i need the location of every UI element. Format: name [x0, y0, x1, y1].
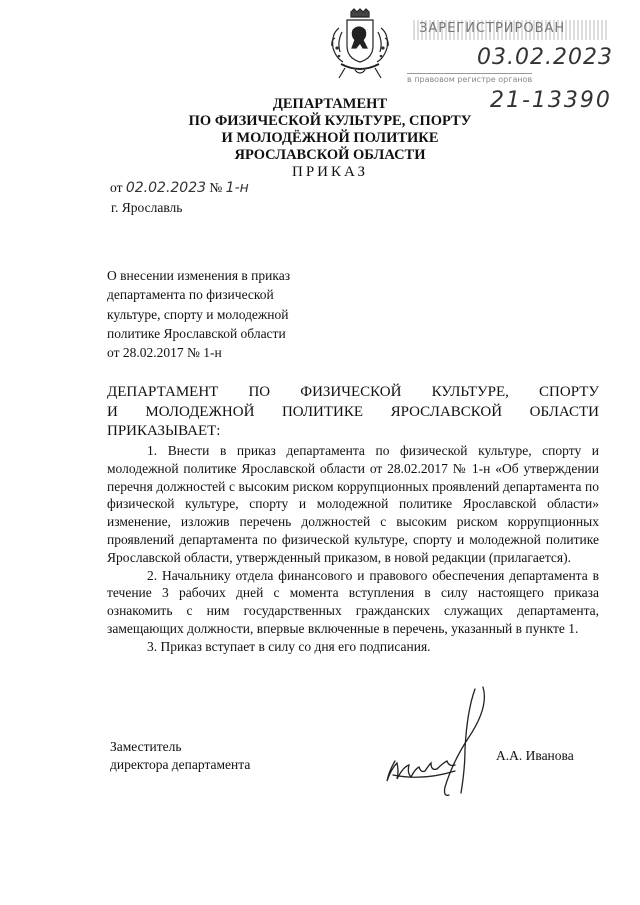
department-heading [150, 96, 510, 164]
heading-line-1: ДЕПАРТАМЕНТ [272, 96, 388, 112]
order-item-1: 1. Внести в приказ департамента по физической культуре, спорту и молодежной политике Ярославской области от 28.02.2017 № 1-н «Об утверждении перечня должностей с высоким риском коррупционных проявлений департамента по физической культуре, спорту и молодежной политике Ярославской области» изменение, изложив перечень должностей с высоким риском коррупционных проявлений департамента по физической культуре, спорту и молодежной политике Ярославской области, утвержденный приказом, в новой редакции (прилагается). [107, 443, 599, 565]
subject-line: культуре, спорту и молодежной [107, 306, 289, 322]
subject-line: политике Ярославской области [107, 325, 286, 341]
stamp-caption: в правовом регистре органов [407, 75, 533, 84]
subject-line: департамента по физической [107, 287, 274, 303]
order-subject [107, 266, 337, 362]
order-number: 1-н [225, 180, 249, 196]
preamble-line-1: ДЕПАРТАМЕНТ ПО ФИЗИЧЕСКОЙ КУЛЬТУРЕ, СПОРТУ [107, 384, 599, 400]
signatory-name: А.А. Иванова [496, 748, 574, 763]
from-label: от [110, 180, 123, 195]
order-preamble [107, 383, 599, 442]
heading-line-2: ПО ФИЗИЧЕСКОЙ КУЛЬТУРЕ, СПОРТУ [188, 113, 472, 129]
subject-line: от 28.02.2017 № 1-н [107, 345, 222, 361]
city: г. Ярославль [111, 200, 183, 215]
signatory-position [110, 738, 250, 773]
order-item-3: 3. Приказ вступает в силу со дня его подписания. [147, 638, 431, 654]
preamble-line-2: И МОЛОДЕЖНОЙ ПОЛИТИКЕ ЯРОСЛАВСКОЙ ОБЛАСТИ [107, 403, 599, 420]
position-line-1: Заместитель [110, 739, 182, 754]
document-type: ПРИКАЗ [292, 164, 368, 180]
order-item-2: 2. Начальнику отдела финансового и правового обеспечения департамента в течение 3 рабочих дней с момента вступления в силу настоящего приказа ознакомить с ним государственных гражданских служащих департамента, замещающих должности, впервые включенные в перечень, указанный в пункте 1. [107, 567, 599, 636]
date-number-line [110, 180, 249, 196]
heading-line-3: И МОЛОДЁЖНОЙ ПОЛИТИКЕ [221, 130, 439, 146]
subject-line: О внесении изменения в приказ [107, 268, 291, 283]
preamble-line-3: ПРИКАЗЫВАЕТ: [107, 423, 221, 439]
order-body [107, 442, 599, 656]
stamp-title: ЗАРЕГИСТРИРОВАН [419, 21, 566, 36]
stamp-number: 21-13390 [490, 88, 612, 113]
handwritten-signature [375, 683, 495, 803]
number-label: № [209, 180, 223, 195]
heading-line-4: ЯРОСЛАВСКОЙ ОБЛАСТИ [234, 147, 426, 163]
coat-of-arms-icon [325, 8, 395, 84]
stamp-date: 03.02.2023 [477, 45, 613, 70]
order-date: 02.02.2023 [125, 180, 207, 196]
position-line-2: директора департамента [110, 756, 251, 772]
